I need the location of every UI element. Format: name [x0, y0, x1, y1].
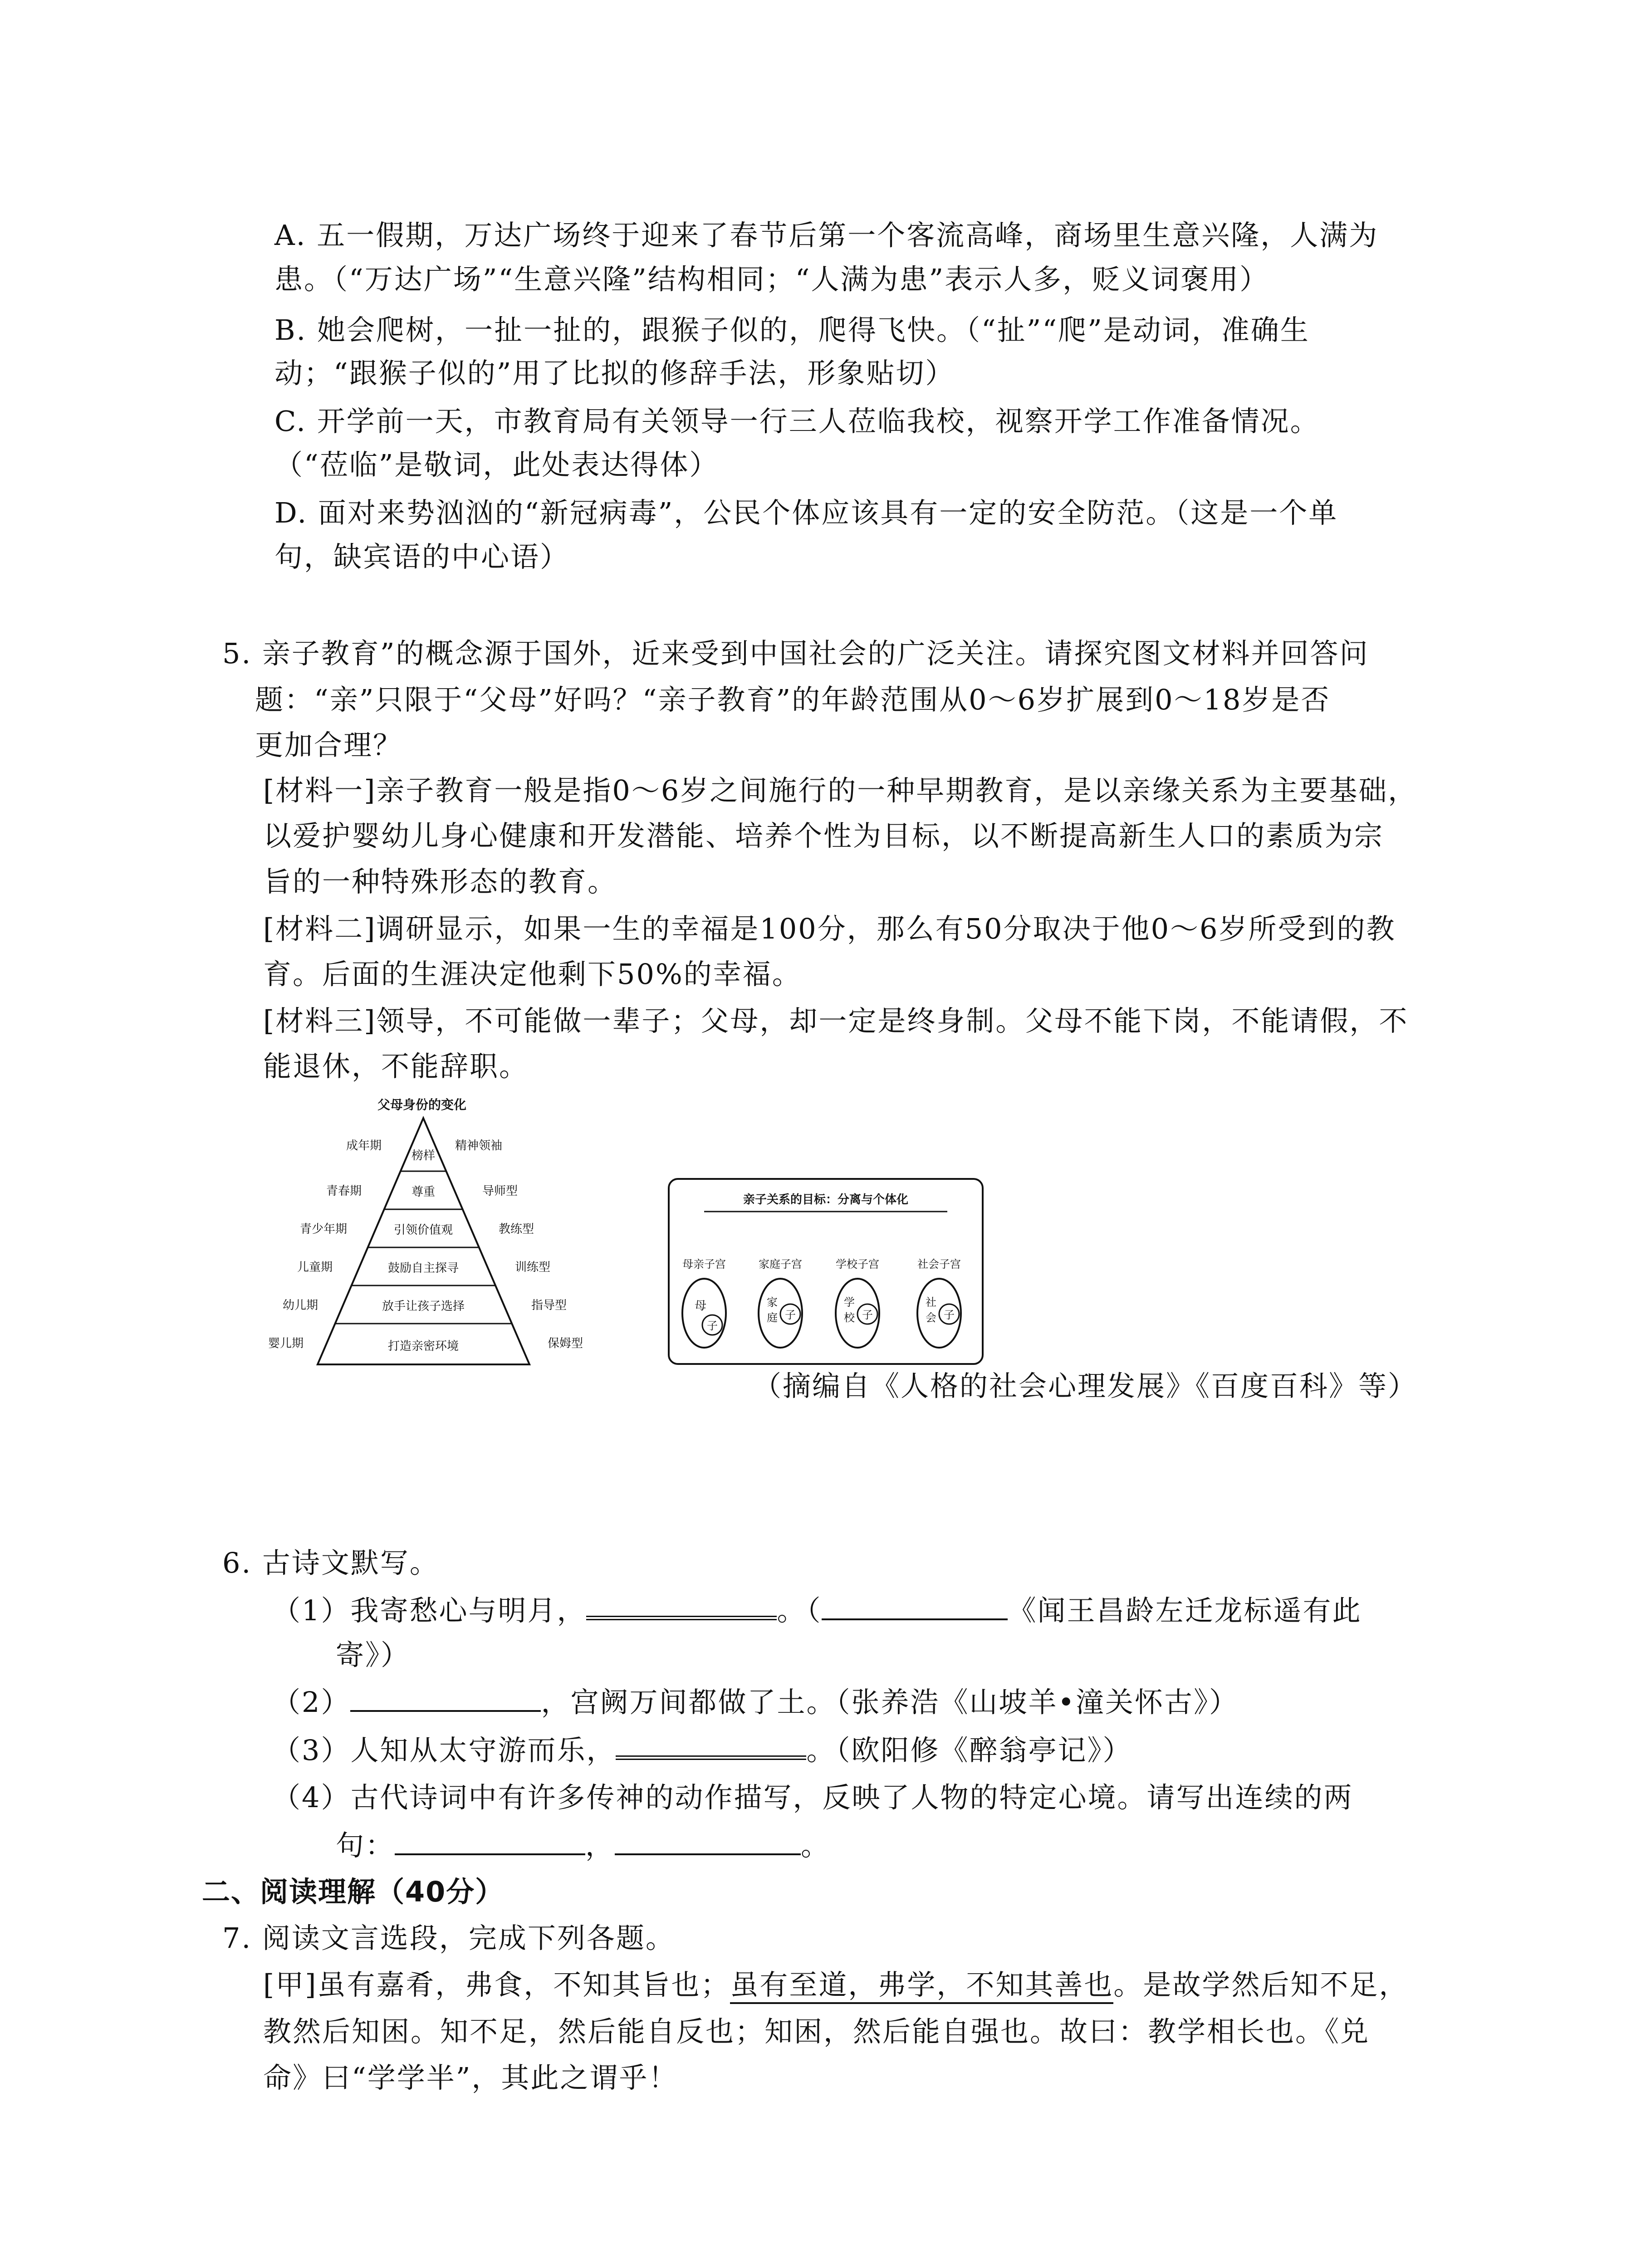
womb-outer-label-2: 会: [926, 1311, 936, 1324]
womb-outer-label-1: 学: [844, 1296, 855, 1309]
q6-item-1-text-2: 。（: [777, 1594, 822, 1627]
answer-blank[interactable]: [616, 1737, 806, 1760]
womb-label: 家庭子宫: [759, 1258, 802, 1271]
q5-source-note: （摘编自《人格的社会心理发展》《百度百科》等）: [753, 1369, 1418, 1403]
pyramid-level-label: 榜样: [411, 1149, 436, 1163]
q6-title: 6. 古诗文默写。: [222, 1546, 439, 1579]
answer-blank[interactable]: [395, 1835, 585, 1855]
goal-frame: [669, 1179, 983, 1364]
pyramid-role-label: 精神领袖: [455, 1139, 503, 1153]
q5-prompt-line2: 题：“亲”只限于“父母”好吗？“亲子教育”的年龄范围从0～6岁扩展到0～18岁是否: [255, 683, 1331, 716]
q7-passage-line1: [263, 1968, 1409, 2001]
q6-item-1-text: 我寄愁心与明月，: [350, 1594, 587, 1627]
q4-option-b-line2: 动；“跟猴子似的”用了比拟的修辞手法，形象贴切）: [274, 357, 955, 390]
q6-item-4-line2: [336, 1829, 831, 1862]
q4-option-c-line2: （“莅临”是敬词，此处表达得体）: [274, 448, 719, 481]
q4-option-d-line1: D. 面对来势汹汹的“新冠病毒”，公民个体应该具有一定的安全防范。（这是一个单: [274, 496, 1338, 529]
womb-outer-label-2: 庭: [767, 1311, 778, 1324]
q6-item-4-period: 。: [801, 1829, 831, 1862]
q5-material1-line2: 以爱护婴幼儿身心健康和开发潜能、培养个性为目标，以不断提高新生人口的素质为宗: [263, 819, 1384, 852]
q5-material2-line1: [材料二]调研显示，如果一生的幸福是100分，那么有50分取决于他0～6岁所受到的教: [263, 912, 1396, 945]
child-label: 子: [785, 1309, 796, 1321]
q6-item-3-text: 人知从太守游而乐，: [350, 1734, 616, 1767]
q7-passage-text: [甲]虽有嘉肴，弗食，不知其旨也；: [263, 1968, 730, 2001]
goal-title: 亲子关系的目标：分离与个体化: [743, 1193, 909, 1207]
pyramid-role-label: 指导型: [531, 1299, 567, 1312]
q5-prompt-line1: 5. 亲子教育”的概念源于国外，近来受到中国社会的广泛关注。请探究图文材料并回答问: [222, 637, 1369, 670]
q7-underlined-sentence: 虽有至道，弗学，不知其善也: [730, 1968, 1113, 2004]
q5-material1-line3: 旨的一种特殊形态的教育。: [263, 865, 617, 898]
child-label: 子: [862, 1309, 873, 1321]
q7-passage-text: 。是故学然后知不足，: [1113, 1968, 1409, 2001]
q6-item-4-text: 古代诗词中有许多传神的动作描写，反映了人物的特定心境。请写出连续的两: [350, 1781, 1353, 1814]
womb-outer-label-1: 社: [926, 1296, 936, 1309]
q7-title: 7. 阅读文言选段，完成下列各题。: [222, 1921, 675, 1955]
pyramid-level-label: 鼓励自主探寻: [387, 1261, 459, 1275]
section-2-heading: 二、阅读理解（40分）: [202, 1875, 505, 1908]
q6-item-3-text-2: 。（欧阳修《醉翁亭记》）: [806, 1734, 1132, 1767]
pyramid-role-label: 训练型: [515, 1261, 551, 1274]
q4-option-a-line2: 患。（“万达广场”“生意兴隆”结构相同；“人满为患”表示人多，贬义词褒用）: [274, 263, 1269, 296]
pyramid-role-label: 保姆型: [548, 1337, 583, 1350]
q6-item-4-number: （4）: [272, 1781, 351, 1814]
q6-item-2: [272, 1686, 1239, 1719]
pyramid-age-label: 成年期: [346, 1139, 382, 1153]
q6-item-3: [272, 1736, 1132, 1765]
q6-item-2-number: （2）: [272, 1686, 351, 1719]
pyramid-role-label: 导师型: [482, 1184, 518, 1198]
pyramid-age-label: 青少年期: [299, 1222, 347, 1236]
womb-ellipse: [682, 1279, 726, 1348]
womb-label: 社会子宫: [917, 1258, 961, 1271]
q6-item-4-comma: ，: [585, 1829, 615, 1862]
q4-option-c-line1: C. 开学前一天，市教育局有关领导一行三人莅临我校，视察开学工作准备情况。: [274, 405, 1320, 438]
q7-passage-line3: 命》曰“学学半”，其此之谓乎！: [263, 2061, 678, 2094]
answer-blank[interactable]: [586, 1598, 777, 1620]
pyramid-age-label: 婴儿期: [268, 1337, 304, 1350]
pyramid-level-label: 打造亲密环境: [387, 1339, 459, 1353]
pyramid-level-label: 引领价值观: [393, 1223, 453, 1237]
womb-outer-label: 母: [694, 1299, 707, 1313]
q5-material3-line2: 能退休，不能辞职。: [263, 1050, 529, 1083]
parent-child-goal-figure: [667, 1177, 985, 1368]
womb-outer-label-2: 校: [844, 1311, 855, 1324]
pyramid-age-label: 青春期: [326, 1184, 362, 1198]
pyramid-age-label: 幼儿期: [282, 1299, 318, 1312]
q5-material3-line1: [材料三]领导，不可能做一辈子；父母，却一定是终身制。父母不能下岗，不能请假，不: [263, 1004, 1409, 1037]
pyramid-role-label: 教练型: [499, 1222, 534, 1236]
pyramid-level-label: 尊重: [411, 1185, 436, 1199]
q4-option-a-line1: A. 五一假期，万达广场终于迎来了春节后第一个客流高峰，商场里生意兴隆，人满为: [274, 219, 1379, 252]
q5-material1-line1: [材料一]亲子教育一般是指0～6岁之间施行的一种早期教育，是以亲缘关系为主要基础，: [263, 774, 1418, 807]
q5-prompt-line3: 更加合理？: [255, 728, 403, 762]
q6-item-1-line2: 寄》）: [336, 1638, 411, 1672]
q6-item-1: [272, 1594, 1362, 1627]
womb-label: 学校子宫: [836, 1258, 879, 1271]
q6-item-4: [272, 1781, 1353, 1814]
q4-option-b-line1: B. 她会爬树，一扯一扯的，跟猴子似的，爬得飞快。（“扯”“爬”是动词，准确生: [274, 313, 1310, 347]
q6-item-1-number: （1）: [272, 1594, 351, 1627]
q4-option-d-line2: 句，缺宾语的中心语）: [274, 540, 570, 573]
parent-role-pyramid-figure: [265, 1093, 651, 1370]
answer-blank[interactable]: [350, 1692, 541, 1712]
q6-item-3-number: （3）: [272, 1734, 351, 1767]
q6-item-4-text-2: 句：: [336, 1829, 395, 1862]
q6-item-1-source: 《闻王昌龄左迁龙标遥有此: [1008, 1594, 1362, 1627]
child-label: 子: [707, 1320, 718, 1332]
q7-passage-line2: 教然后知困。知不足，然后能自反也；知困，然后能自强也。故曰：教学相长也。《兑: [263, 2015, 1370, 2048]
womb-outer-label-1: 家: [767, 1296, 778, 1309]
q5-material2-line2: 育。后面的生涯决定他剩下50%的幸福。: [263, 958, 802, 991]
womb-label: 母亲子宫: [682, 1258, 726, 1271]
answer-blank[interactable]: [822, 1600, 1008, 1620]
answer-blank[interactable]: [615, 1835, 801, 1855]
pyramid-level-label: 放手让孩子选择: [382, 1300, 465, 1313]
q6-item-2-text: ，宫阙万间都做了土。（张养浩《山坡羊•潼关怀古》）: [541, 1686, 1239, 1719]
child-label: 子: [944, 1309, 955, 1321]
pyramid-title: 父母身份的变化: [377, 1097, 467, 1112]
pyramid-age-label: 儿童期: [297, 1261, 333, 1274]
